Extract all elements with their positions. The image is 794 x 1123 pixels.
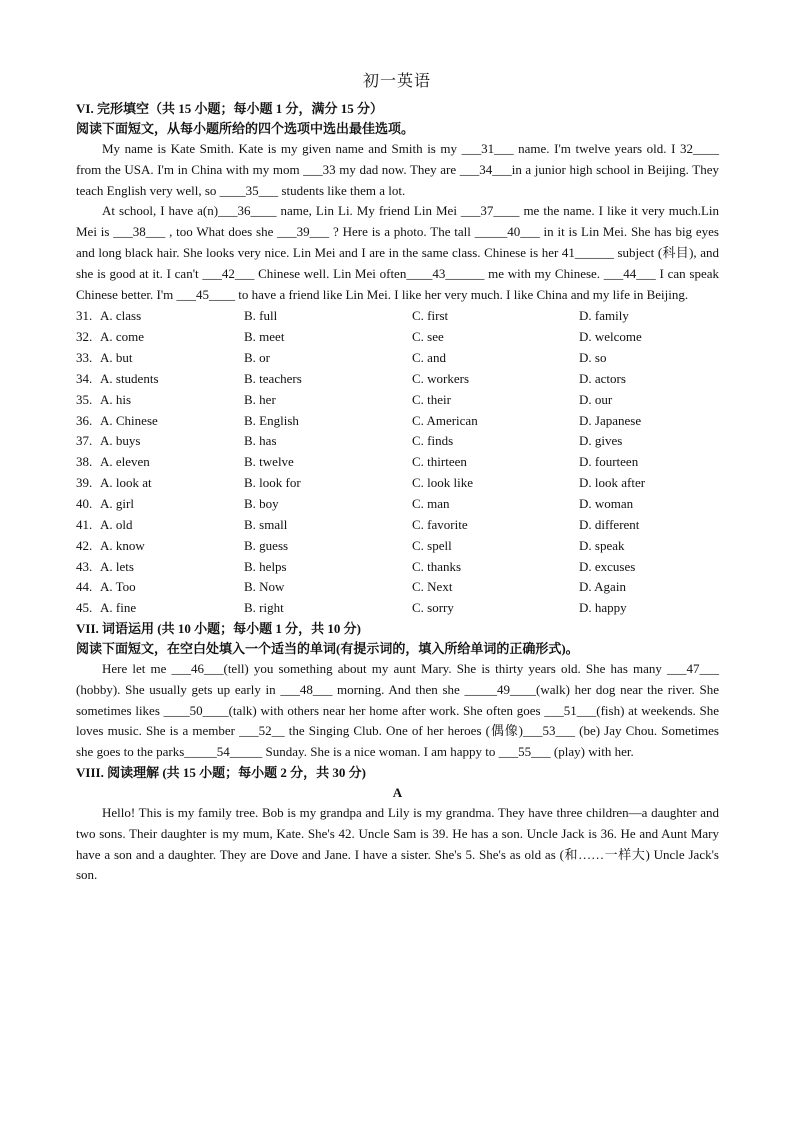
question-row: [76, 348, 719, 369]
option-d: D. Again: [579, 579, 626, 595]
question-number: 43.: [76, 558, 93, 574]
option-a: A. Chinese: [100, 412, 158, 428]
question-row: [76, 452, 719, 473]
option-c: C. and: [412, 350, 446, 366]
section6-paragraph: At school, I have a(n)___36____ name, Lin Li. My friend Lin Mei ___37____ me the name. I like it very much.Lin Mei is ___38___ , too What does she ___39___ ? Here is a photo. The tall _____40___ in it is Lin Mei. She has big eyes and long black hair. She looks very nice. Lin Mei and I are in the same class. Chinese is her 41______ subject (科目), and she is good at it. I can't ___42___ Chinese well. Lin Mei often____43______ me with my Chinese. ___44___ I can speak Chinese better. I'm ___45____ to have a friend like Lin Mei. I like her very much. I like China and my life in Beijing.: [76, 203, 719, 302]
question-row: [76, 411, 719, 432]
question-row: [76, 557, 719, 578]
question-row: [76, 431, 719, 452]
option-d: D. our: [579, 391, 613, 407]
option-a: A. class: [100, 308, 142, 324]
option-a: A. fine: [100, 600, 137, 616]
option-b: B. or: [244, 350, 270, 366]
option-b: B. meet: [244, 329, 285, 345]
question-number: 39.: [76, 475, 93, 491]
option-c: C. workers: [412, 370, 470, 386]
option-d: D. Japanese: [579, 412, 642, 428]
option-a: A. girl: [100, 495, 134, 511]
option-b: B. teachers: [244, 370, 302, 386]
option-b: B. has: [244, 433, 277, 449]
question-number: 31.: [76, 308, 93, 324]
question-number: 44.: [76, 579, 93, 595]
option-d: D. gives: [579, 433, 623, 449]
option-a: A. come: [100, 329, 145, 345]
option-b: B. right: [244, 600, 284, 616]
option-c: C. thanks: [412, 558, 462, 574]
option-a: A. but: [100, 350, 133, 366]
section7-heading: VII. 词语运用 (共 10 小题；每小题 1 分，共 10 分): [76, 621, 361, 637]
option-c: C. spell: [412, 537, 452, 553]
section8-paragraph: Hello! This is my family tree. Bob is my grandpa and Lily is my grandma. They have three children—a daughter and two sons. Their daughter is my mum, Kate. She's 42. Uncle Sam is 39. He has a son. Uncle Jack is 36. He and Aunt Mary have a son and a daughter. They are Dove and Jane. I have a sister. She's 5. She's as old as (和……一样大) Uncle Jack's son.: [76, 805, 719, 883]
section8-part-label: A: [392, 785, 403, 801]
option-d: D. happy: [579, 600, 627, 616]
page-title: 初一英语: [362, 71, 431, 90]
option-c: C. man: [412, 495, 450, 511]
section6-paragraph: My name is Kate Smith. Kate is my given name and Smith is my ___31___ name. I'm twelve years old. I 32____ from the USA. I'm in China with my mom ___33 my dad now. They are ___34___in a junior high school in Beijing. They teach English very well, so ____35___ students like them a lot.: [76, 141, 719, 198]
option-b: B. full: [244, 308, 278, 324]
question-number: 33.: [76, 350, 93, 366]
option-c: C. thirteen: [412, 454, 467, 470]
section6-heading: VI. 完形填空（共 15 小题；每小题 1 分，满分 15 分）: [76, 101, 383, 116]
option-c: C. Next: [412, 579, 453, 595]
option-d: D. actors: [579, 370, 626, 386]
question-number: 38.: [76, 454, 93, 470]
option-b: B. helps: [244, 558, 287, 574]
option-c: C. their: [412, 391, 451, 407]
option-d: D. woman: [579, 495, 634, 511]
question-row: [76, 494, 719, 515]
option-c: C. favorite: [412, 516, 468, 532]
question-number: 37.: [76, 433, 93, 449]
option-a: A. Too: [100, 579, 136, 595]
question-number: 35.: [76, 391, 93, 407]
option-b: B. Now: [244, 579, 285, 595]
section7-instruction: 阅读下面短文，在空白处填入一个适当的单词(有提示词的，填入所给单词的正确形式)。: [76, 641, 579, 657]
option-c: C. American: [412, 412, 478, 428]
option-a: A. old: [100, 516, 133, 532]
option-b: B. boy: [244, 495, 279, 511]
question-row: [76, 369, 719, 390]
section8-passage: [76, 803, 719, 886]
section7-paragraph: Here let me ___46___(tell) you something about my aunt Mary. She is thirty years old. She has many ___47___ (hobby). She usually gets up early in ___48___ morning. And then she _____49____(walk) her dog near the river. She sometimes likes ____50____(talk) with others near her home after work. She often goes ___51___(fish) at weekends. She loves music. She is a member ___52__ the Singing Club. One of her heroes (偶像)___53___ (be) Jay Chou. Sometimes she goes to the parks_____54_____ Sunday. She is a nice woman. I am happy to ___55___ (play) with her.: [76, 661, 719, 760]
option-a: A. look at: [100, 475, 152, 491]
option-a: A. his: [100, 391, 132, 407]
question-number: 41.: [76, 516, 93, 532]
option-a: A. eleven: [100, 454, 150, 470]
option-b: B. her: [244, 391, 276, 407]
question-number: 34.: [76, 370, 93, 386]
option-b: B. guess: [244, 537, 289, 553]
question-row: [76, 598, 719, 619]
option-d: D. so: [579, 350, 607, 366]
option-d: D. look after: [579, 475, 646, 491]
option-d: D. different: [579, 516, 640, 532]
question-number: 45.: [76, 600, 93, 616]
question-number: 40.: [76, 495, 93, 511]
option-c: C. sorry: [412, 600, 454, 616]
exam-content: [76, 99, 719, 886]
option-b: B. look for: [244, 475, 301, 491]
option-a: A. buys: [100, 433, 141, 449]
option-b: B. small: [244, 516, 288, 532]
options-list: [76, 306, 719, 619]
option-a: A. know: [100, 537, 145, 553]
question-row: [76, 306, 719, 327]
option-d: D. speak: [579, 537, 625, 553]
question-row: [76, 577, 719, 598]
question-number: 36.: [76, 412, 93, 428]
section8-heading: VIII. 阅读理解 (共 15 小题；每小题 2 分，共 30 分): [76, 765, 366, 781]
option-d: D. fourteen: [579, 454, 639, 470]
section6-instruction: 阅读下面短文，从每小题所给的四个选项中选出最佳选项。: [76, 121, 415, 136]
option-c: C. look like: [412, 475, 474, 491]
question-number: 32.: [76, 329, 93, 345]
option-a: A. lets: [100, 558, 134, 574]
option-d: D. excuses: [579, 558, 636, 574]
option-d: D. family: [579, 308, 629, 324]
question-row: [76, 390, 719, 411]
question-row: [76, 473, 719, 494]
question-row: [76, 515, 719, 536]
option-c: C. finds: [412, 433, 454, 449]
option-c: C. first: [412, 308, 449, 324]
question-row: [76, 327, 719, 348]
section6-passage: [76, 139, 719, 305]
section7-passage: [76, 659, 719, 763]
question-row: [76, 536, 719, 557]
option-b: B. English: [244, 412, 299, 428]
option-b: B. twelve: [244, 454, 294, 470]
option-d: D. welcome: [579, 329, 642, 345]
option-a: A. students: [100, 370, 159, 386]
question-number: 42.: [76, 537, 93, 553]
option-c: C. see: [412, 329, 444, 345]
